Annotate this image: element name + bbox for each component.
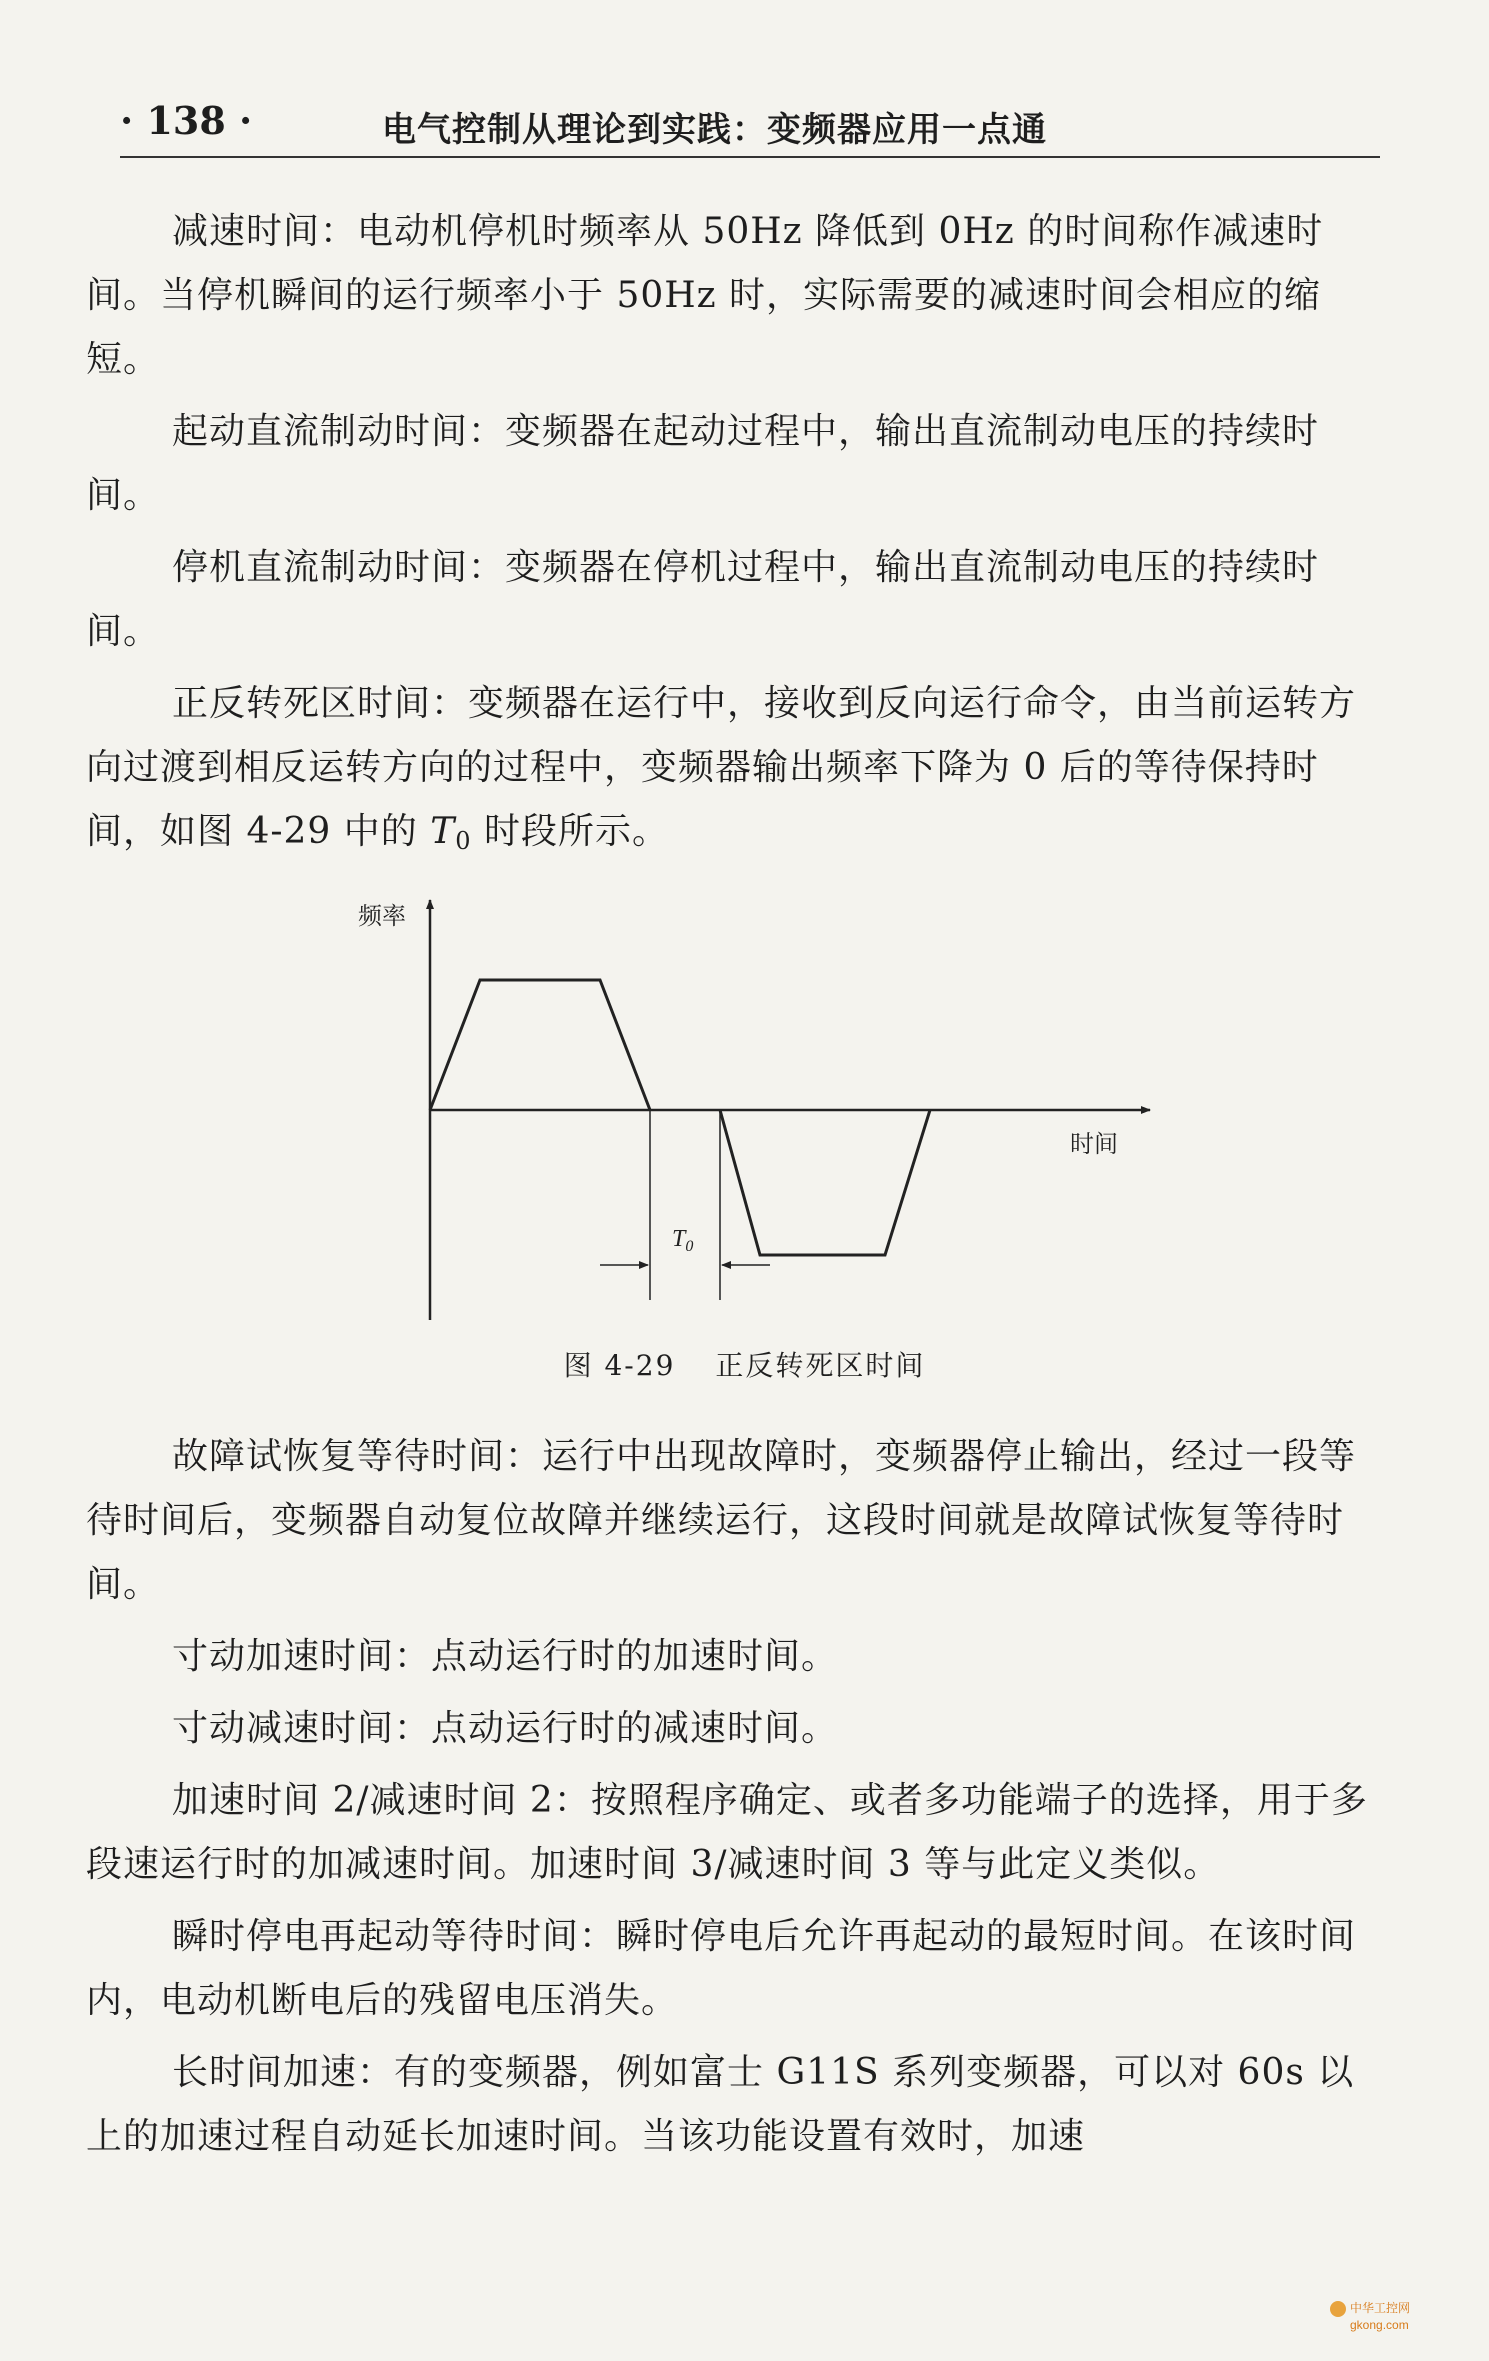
paragraph-accel-decel-2: 加速时间 2/减速时间 2：按照程序确定、或者多功能端子的选择，用于多段速运行时的加减速时间。加速时间 3/减速时间 3 等与此定义类似。 [86, 1780, 1368, 1885]
figure-caption [0, 1344, 1489, 1384]
watermark-line1: 中华工控网 [1350, 2301, 1411, 2315]
paragraph-fault-recovery: 故障试恢复等待时间：运行中出现故障时，变频器停止输出，经过一段等待时间后，变频器自动复位故障并继续运行，这段时间就是故障试恢复等待时间。 [86, 1436, 1357, 1605]
frequency-time-diagram [330, 880, 1170, 1340]
t0-label-subscript: 0 [685, 1238, 694, 1255]
paragraph-start-dc-brake: 起动直流制动时间：变频器在起动过程中，输出直流制动电压的持续时间。 [86, 411, 1320, 516]
page-header [120, 92, 1380, 158]
forward-run-curve [430, 980, 650, 1110]
caption-number: 图 4-29 [563, 1349, 676, 1382]
paragraph-deadzone-time [86, 672, 1386, 873]
t0-label [672, 1226, 693, 1256]
x-axis-label: 时间 [1070, 1131, 1118, 1158]
paragraph-jog-acceleration: 寸动加速时间：点动运行时的加速时间。 [172, 1636, 839, 1677]
paragraph-deceleration-time: 减速时间：电动机停机时频率从 50Hz 降低到 0Hz 的时间称作减速时间。当停机瞬间的运行频率小于 50Hz 时，实际需要的减速时间会相应的缩短。 [86, 211, 1324, 380]
paragraph-power-loss-restart: 瞬时停电再起动等待时间：瞬时停电后允许再起动的最短时间。在该时间内，电动机断电后的残留电压消失。 [86, 1916, 1357, 2021]
figure-deadzone-diagram [330, 880, 1170, 1340]
watermark-line2: gkong.com [1350, 2317, 1409, 2332]
reverse-run-curve [720, 1110, 930, 1255]
running-title: 电气控制从理论到实践：变频器应用一点通 [382, 110, 1047, 150]
t0-subscript: 0 [455, 827, 472, 855]
deadzone-tail: 时段所示。 [471, 811, 669, 852]
body-text-top [86, 200, 1386, 881]
paragraph-jog-deceleration: 寸动减速时间：点动运行时的减速时间。 [172, 1708, 839, 1749]
t0-label-symbol: T [672, 1226, 686, 1252]
y-axis-label: 频率 [358, 903, 406, 930]
page-number: · 138 · [120, 98, 253, 143]
paragraph-stop-dc-brake: 停机直流制动时间：变频器在停机过程中，输出直流制动电压的持续时间。 [86, 547, 1320, 652]
site-watermark [1330, 2300, 1410, 2333]
caption-text: 正反转死区时间 [715, 1349, 926, 1382]
gear-icon [1330, 2301, 1346, 2317]
paragraph-long-acceleration: 长时间加速：有的变频器，例如富士 G11S 系列变频器，可以对 60s 以上的加速过程自动延长加速时间。当该功能设置有效时，加速 [86, 2052, 1355, 2157]
body-text-bottom [86, 1425, 1386, 2177]
deadzone-text: 正反转死区时间：变频器在运行中，接收到反向运行命令，由当前运转方向过渡到相反运转方向的过程中，变频器输出频率下降为 0 后的等待保持时间，如图 4-29 中的 [86, 683, 1357, 852]
t0-symbol: T [430, 811, 456, 852]
